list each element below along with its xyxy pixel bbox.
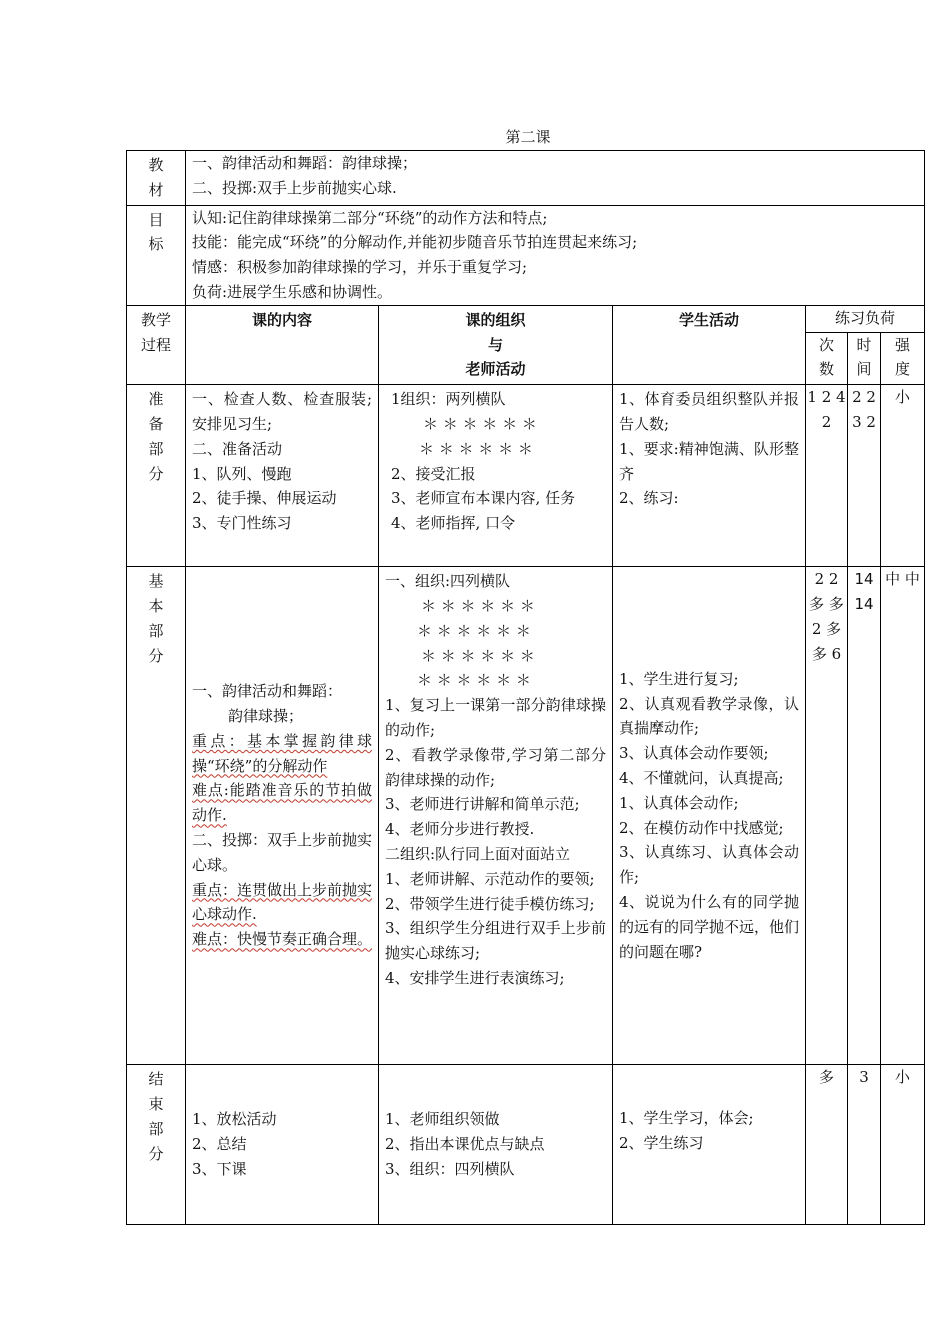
end-student-line: 1、学生学习，体会;	[619, 1108, 754, 1127]
prep-student-line: 1、体育委员组织整队并报告人数;	[619, 390, 799, 433]
materials-line: 一、韵律活动和舞蹈：韵律球操；	[192, 154, 418, 172]
prep-content	[186, 385, 379, 567]
prep-content-line: 二、准备活动	[192, 439, 283, 458]
basic-formation-row: ＊ ＊ ＊ ＊ ＊ ＊	[421, 646, 535, 665]
header-organization: 课的组织 与 老师活动	[379, 305, 613, 384]
end-content-line: 1、放松活动	[192, 1110, 277, 1129]
header-student: 学生活动	[613, 305, 806, 384]
header-content: 课的内容	[186, 305, 379, 384]
end-content-line: 3、下课	[192, 1160, 247, 1179]
basic-key-point: 重点：连贯做出上步前抛实心球动作.	[192, 880, 373, 924]
header-load: 练习负荷	[806, 305, 925, 332]
basic-content-line: 一、韵律活动和舞蹈：	[192, 682, 343, 701]
basic-student-line: 1、学生进行复习;	[619, 669, 739, 688]
prep-content-line: 3、专门性练习	[192, 514, 292, 533]
header-count: 次 数	[806, 332, 848, 385]
end-student-line: 2、学生练习	[619, 1133, 704, 1152]
goals-row	[127, 205, 925, 305]
prep-org-line: 3、老师宣布本课内容, 任务	[391, 489, 576, 508]
basic-org-item: 1、复习上一课第一部分韵律球操的动作;	[385, 696, 606, 739]
prep-content-line: 2、徒手操、伸展运动	[192, 489, 337, 508]
basic-label: 基 本 部 分	[127, 567, 186, 1065]
basic-formation-row: ＊ ＊ ＊ ＊ ＊ ＊	[417, 621, 531, 640]
end-intensity: 小	[881, 1065, 925, 1225]
basic-difficulty: 难点：快慢节奏正确合理。	[192, 930, 373, 949]
prep-content-line: 一、检查人数、检查服装;安排见习生;	[192, 390, 372, 433]
basic-student-line: 4、不懂就问，认真提高;	[619, 769, 784, 788]
prep-formation-row: ＊ ＊ ＊ ＊ ＊ ＊	[423, 414, 537, 433]
basic-org-item: 二组织:队行同上面对面站立	[385, 844, 571, 863]
goal-emotion: 情感：积极参加韵律球操的学习，并乐于重复学习;	[192, 258, 528, 277]
basic-time: 14 14	[848, 567, 881, 1065]
page-title: 第二课	[505, 128, 551, 146]
end-org-line: 3、组织：四列横队	[385, 1160, 515, 1179]
basic-student-line: 3、认真体会动作要领;	[619, 744, 769, 763]
basic-org-head: 一、组织:四列横队	[385, 572, 511, 591]
header-time: 时 间	[848, 332, 881, 385]
basic-student-line: 1、认真体会动作;	[619, 793, 739, 812]
basic-organization	[379, 567, 613, 1065]
basic-student-line: 2、认真观看教学录像，认真揣摩动作;	[619, 694, 799, 738]
goals-content	[186, 205, 925, 305]
basic-student-line: 2、在模仿动作中找感觉;	[619, 818, 784, 837]
end-organization	[379, 1065, 613, 1225]
basic-content-line: 韵律球操；	[228, 707, 304, 726]
end-time: 3	[848, 1065, 881, 1225]
basic-org-item: 3、组织学生分组进行双手上步前抛实心球练习;	[385, 919, 606, 963]
materials-label: 教 材	[127, 151, 186, 206]
header-intensity: 强 度	[881, 332, 925, 385]
prep-intensity: 小	[881, 385, 925, 567]
header-process: 教学 过程	[127, 305, 186, 384]
prep-student	[613, 385, 806, 567]
goal-cognition: 认知:记住韵律球操第二部分“环绕”的动作方法和特点;	[192, 208, 548, 227]
basic-org-item: 2、带领学生进行徒手模仿练习;	[385, 894, 595, 913]
prep-org-line: 1组织：两列横队	[391, 390, 506, 409]
prep-time: 2 2 3 2	[848, 385, 881, 567]
goal-skill: 技能：能完成“环绕”的分解动作,并能初步随音乐节拍连贯起来练习;	[192, 233, 638, 252]
prep-student-line: 2、练习:	[619, 489, 679, 508]
header-row	[127, 305, 925, 332]
basic-intensity: 中 中	[881, 567, 925, 1065]
prep-content-line: 1、队列、慢跑	[192, 464, 292, 483]
end-content-line: 2、总结	[192, 1135, 247, 1154]
materials-row	[127, 151, 925, 206]
basic-difficulty: 难点:能踏准音乐的节拍做动作.	[192, 781, 372, 825]
basic-formation-row: ＊ ＊ ＊ ＊ ＊ ＊	[417, 671, 531, 690]
basic-org-item: 1、老师讲解、示范动作的要领;	[385, 869, 595, 888]
prep-label: 准 备 部 分	[127, 385, 186, 567]
materials-line: 二、投掷:双手上步前抛实心球.	[192, 178, 397, 197]
prep-student-line: 1、要求:精神饱满、队形整齐	[619, 439, 799, 483]
end-row	[127, 1065, 925, 1225]
basic-count: 2 2 多 多 2 多 多 6	[806, 567, 848, 1065]
materials-content	[186, 151, 925, 206]
basic-org-item: 4、老师分步进行教授.	[385, 820, 535, 839]
basic-student	[613, 567, 806, 1065]
prep-org-line: 2、接受汇报	[391, 464, 476, 483]
end-student	[613, 1065, 806, 1225]
prep-row	[127, 385, 925, 567]
goals-label: 目 标	[127, 205, 186, 305]
basic-row	[127, 567, 925, 1065]
basic-student-line: 4、说说为什么有的同学抛的远有的同学抛不远，他们的问题在哪?	[619, 893, 800, 961]
prep-count: 1 2 4 2	[806, 385, 848, 567]
basic-content	[186, 567, 379, 1065]
prep-organization	[379, 385, 613, 567]
basic-key-point: 重点：基本掌握韵律球操“环绕”的分解动作	[192, 731, 372, 775]
prep-org-line: 4、老师指挥, 口令	[391, 514, 516, 533]
basic-org-item: 4、安排学生进行表演练习;	[385, 968, 565, 987]
prep-formation-row: ＊ ＊ ＊ ＊ ＊ ＊	[419, 439, 533, 458]
lesson-plan-table	[126, 150, 925, 1225]
end-org-line: 2、指出本课优点与缺点	[385, 1135, 545, 1154]
basic-content-line: 二、投掷：双手上步前抛实心球。	[192, 831, 373, 874]
basic-formation-row: ＊ ＊ ＊ ＊ ＊ ＊	[421, 596, 535, 615]
end-content	[186, 1065, 379, 1225]
end-count: 多	[806, 1065, 848, 1225]
end-label: 结 束 部 分	[127, 1065, 186, 1225]
basic-org-item: 3、老师进行讲解和简单示范;	[385, 795, 580, 814]
end-org-line: 1、老师组织领做	[385, 1110, 500, 1129]
basic-org-item: 2、看教学录像带,学习第二部分韵律球操的动作;	[385, 745, 606, 789]
basic-student-line: 3、认真练习、认真体会动作;	[619, 843, 799, 887]
goal-load: 负荷:进展学生乐感和协调性。	[192, 282, 393, 301]
